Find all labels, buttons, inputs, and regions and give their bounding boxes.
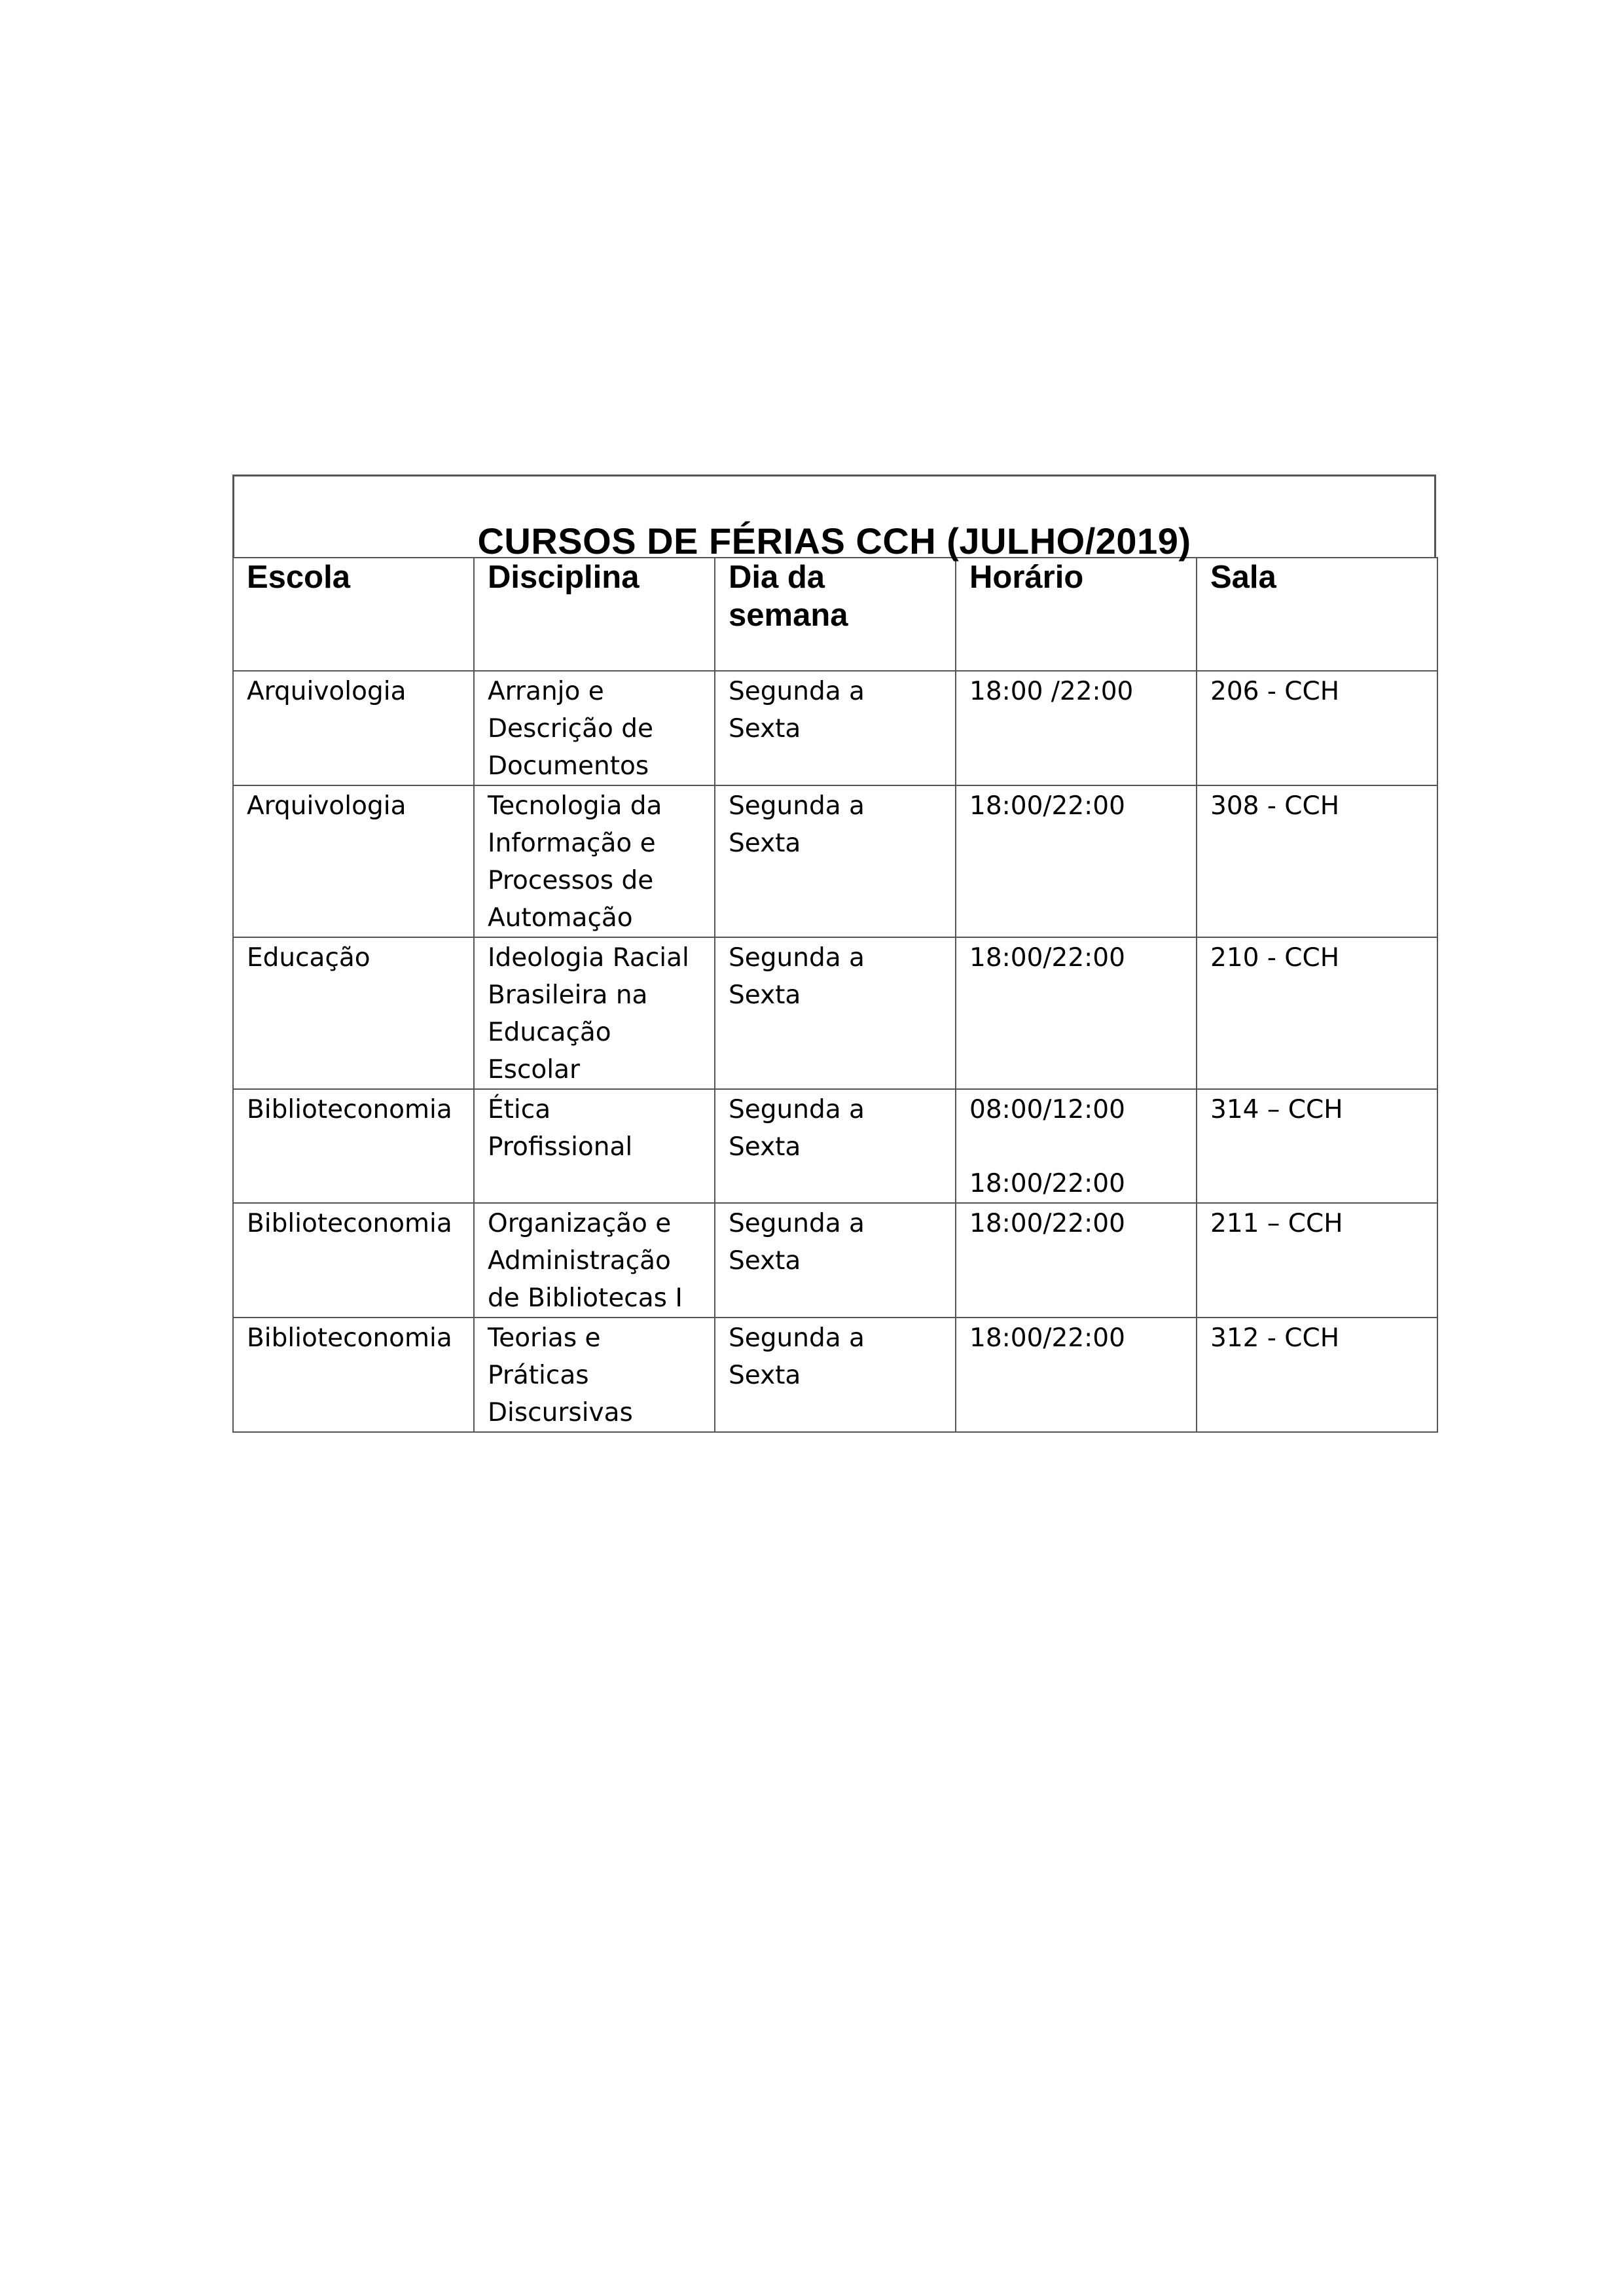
cell-escola: Educação: [233, 937, 474, 1089]
cell-dia: Segunda a Sexta: [715, 785, 956, 937]
table-row: [233, 1089, 1437, 1203]
cell-escola: Biblioteconomia: [233, 1318, 474, 1432]
cell-horario: 18:00/22:00: [956, 1318, 1197, 1432]
cell-disciplina: Teorias e Práticas Discursivas: [474, 1318, 715, 1432]
cell-disciplina: Arranjo e Descrição de Documentos: [474, 671, 715, 785]
page-title: CURSOS DE FÉRIAS CCH (JULHO/2019): [477, 520, 1191, 562]
header-dia: Dia da semana: [715, 558, 956, 671]
table-row: [233, 785, 1437, 937]
table-row: [233, 1318, 1437, 1432]
header-row: [233, 558, 1437, 671]
cell-sala: 206 - CCH: [1197, 671, 1437, 785]
cell-escola: Arquivologia: [233, 785, 474, 937]
cell-horario: 18:00/22:00: [956, 937, 1197, 1089]
schedule-table: [232, 557, 1438, 1433]
table-row: [233, 1203, 1437, 1318]
cell-disciplina: Ideologia Racial Brasileira na Educação Escolar: [474, 937, 715, 1089]
cell-horario: 18:00 /22:00: [956, 671, 1197, 785]
course-schedule: [232, 475, 1436, 1433]
cell-disciplina: Organização e Administração de Bibliotecas I: [474, 1203, 715, 1318]
cell-sala: 210 - CCH: [1197, 937, 1437, 1089]
horario-morning: 08:00/12:00: [969, 1095, 1125, 1124]
header-sala: Sala: [1197, 558, 1437, 671]
cell-dia: Segunda a Sexta: [715, 1089, 956, 1203]
horario-evening: 18:00/22:00: [969, 1169, 1125, 1198]
cell-escola: Biblioteconomia: [233, 1203, 474, 1318]
table-row: [233, 671, 1437, 785]
cell-dia: Segunda a Sexta: [715, 1318, 956, 1432]
cell-dia: Segunda a Sexta: [715, 1203, 956, 1318]
cell-sala: 211 – CCH: [1197, 1203, 1437, 1318]
cell-sala: 308 - CCH: [1197, 785, 1437, 937]
title-box: [232, 475, 1436, 562]
cell-escola: Arquivologia: [233, 671, 474, 785]
cell-escola: Biblioteconomia: [233, 1089, 474, 1203]
header-escola: Escola: [233, 558, 474, 671]
cell-sala: 314 – CCH: [1197, 1089, 1437, 1203]
table-row: [233, 937, 1437, 1089]
cell-disciplina: Ética Profissional: [474, 1089, 715, 1203]
cell-dia: Segunda a Sexta: [715, 937, 956, 1089]
cell-disciplina: Tecnologia da Informação e Processos de Automação: [474, 785, 715, 937]
header-disciplina: Disciplina: [474, 558, 715, 671]
cell-horario: [956, 1089, 1197, 1203]
cell-horario: 18:00/22:00: [956, 1203, 1197, 1318]
blank-line: [969, 1128, 1183, 1165]
header-horario: Horário: [956, 558, 1197, 671]
cell-horario: 18:00/22:00: [956, 785, 1197, 937]
cell-dia: Segunda a Sexta: [715, 671, 956, 785]
cell-sala: 312 - CCH: [1197, 1318, 1437, 1432]
